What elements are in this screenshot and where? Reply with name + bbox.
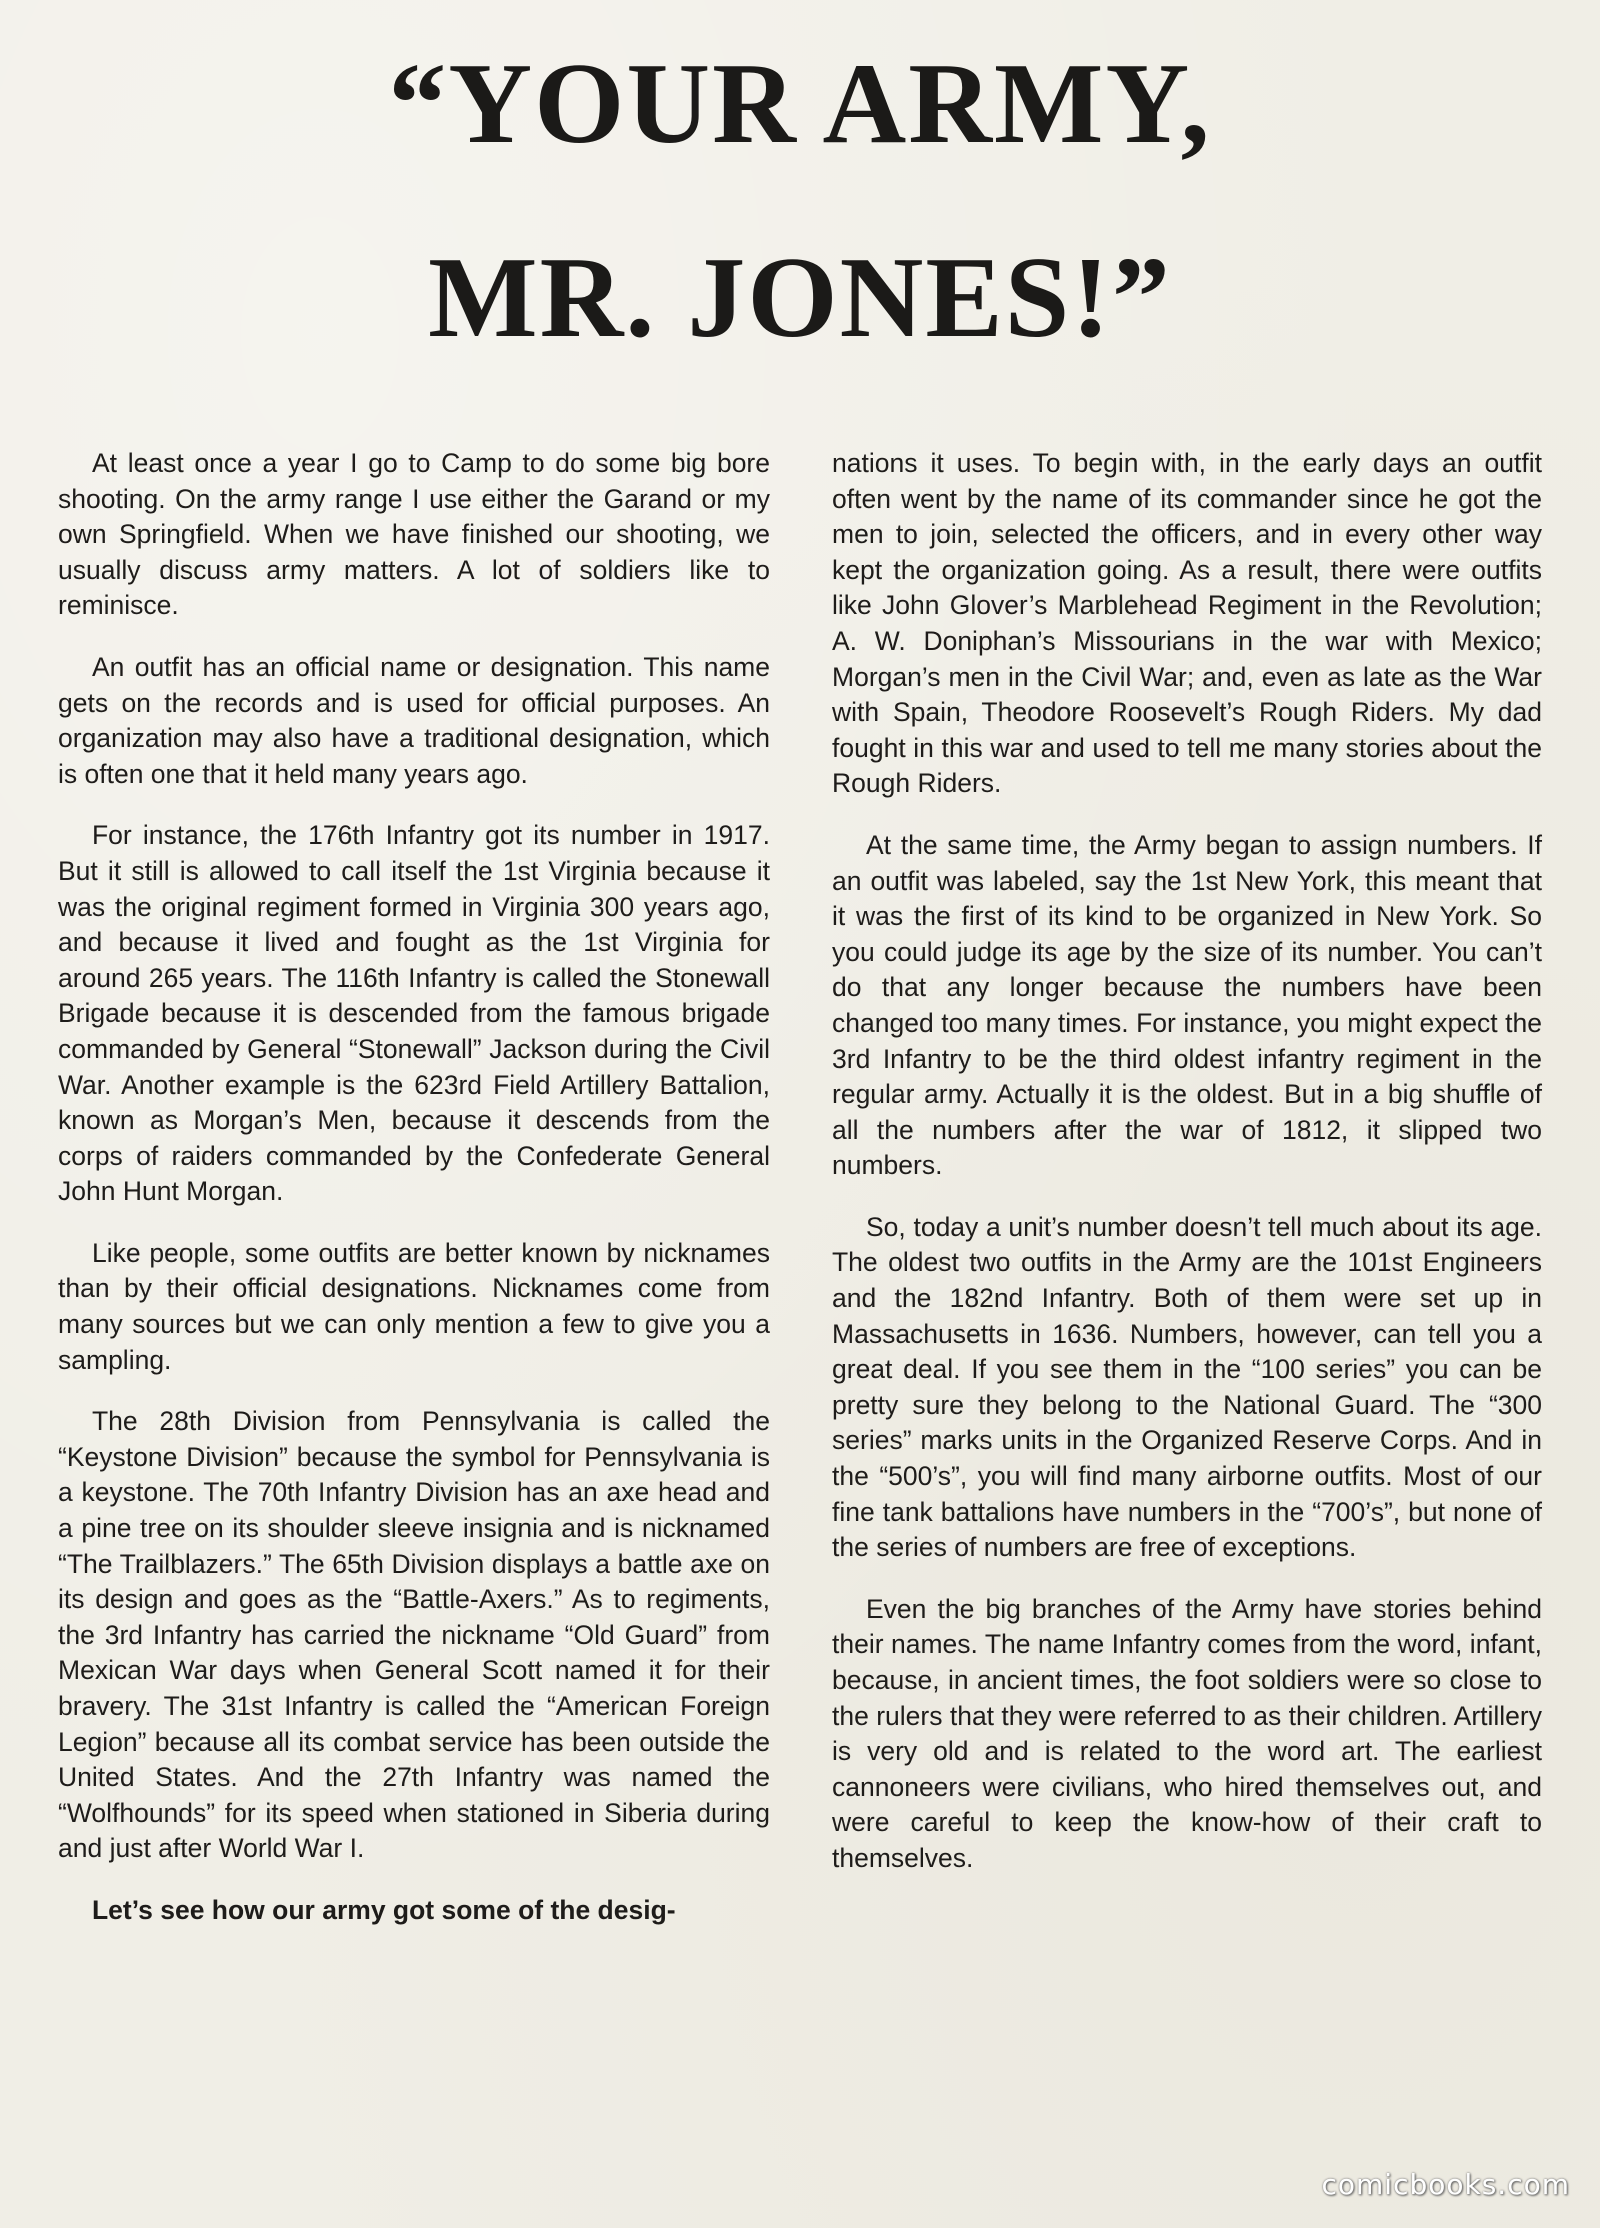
site-watermark: comicbooks.com <box>1321 2168 1570 2201</box>
headline-line-1: “YOUR ARMY, <box>388 40 1212 168</box>
right-paragraph-2: At the same time, the Army began to assign numbers. If an outfit was labeled, say the 1st New York, this meant that it was the first of its kind to be organized in New York. So you could judge its age by the size of its number. You can’t do that any longer because the numbers have been changed too many times. For instance, you might expect the 3rd Infantry to be the third oldest infantry regiment in the regular army. Actually it is the oldest. But in a big shuffle of all the numbers after the war of 1812, it slipped two numbers. <box>832 829 1542 1181</box>
right-text-column <box>832 446 1542 1903</box>
right-paragraph-4: Even the big branches of the Army have stories behind their names. The name Infantry comes from the word, infant, because, in ancient times, the foot soldiers were so close to the rulers that they were referred to as their children. Artillery is very old and is related to the word art. The earliest cannoneers were civilians, who hired themselves out, and were careful to keep the know-how of their craft to themselves. <box>832 1593 1542 1873</box>
left-paragraph-5: The 28th Division from Pennsylvania is called the “Keystone Division” because the symbol for Pennsylvania is a keystone. The 70th Infantry Division has an axe head and a pine tree on its shoulder sleeve insignia and is nicknamed “The Trailblazers.” The 65th Division displays a battle axe on its design and goes as the “Battle-Axers.” As to regiments, the 3rd Infantry has carried the nickname “Old Guard” from Mexican War days when General Scott named it for their bravery. The 31st Infantry is called the “American Foreign Legion” because all its combat service has been outside the United States. And the 27th Infantry was named the “Wolfhounds” for its speed when stationed in Siberia during and just after World War I. <box>58 1406 770 1864</box>
right-paragraph-1: nations it uses. To begin with, in the early days an outfit often went by the name of its commander since he got the men to join, selected the officers, and in every other way kept the organization going. As a result, there were outfits like John Glover’s Marblehead Regiment in the Revolution; A. W. Doniphan’s Missourians in the war with Mexico; Morgan’s men in the Civil War; and, even as late as the War with Spain, Theodore Roosevelt’s Rough Riders. My dad fought in this war and used to tell me many stories about the Rough Riders. <box>832 448 1542 799</box>
left-paragraph-2: An outfit has an official name or designation. This name gets on the records and is used for official purposes. An organization may also have a traditional designation, which is often one that it held many years ago. <box>58 651 770 789</box>
left-paragraph-6: Let’s see how our army got some of the desig- <box>92 1894 676 1925</box>
left-paragraph-1: At least once a year I go to Camp to do some big bore shooting. On the army range I use either the Garand or my own Springfield. When we have finished our shooting, we usually discuss army matters. A lot of soldiers like to reminisce. <box>58 448 770 621</box>
headline-line-2: MR. JONES!” <box>428 234 1172 362</box>
left-text-column <box>58 446 770 1955</box>
right-paragraph-3: So, today a unit’s number doesn’t tell much about its age. The oldest two outfits in the Army are the 101st Engineers and the 182nd Infantry. Both of them were set up in Massachusetts in 1636. Numbers, however, can tell you a great deal. If you see them in the “100 series” you can be pretty sure they belong to the National Guard. The “300 series” marks units in the Organized Reserve Corps. And in the “500’s”, you will find many airborne outfits. Most of our fine tank battalions have numbers in the “700’s”, but none of the series of numbers are free of exceptions. <box>832 1211 1542 1563</box>
left-paragraph-3: For instance, the 176th Infantry got its number in 1917. But it still is allowed to call itself the 1st Virginia because it was the original regiment formed in Virginia 300 years ago, and because it lived and fought as the 1st Virginia for around 265 years. The 116th Infantry is called the Stonewall Brigade because it is descended from the famous brigade commanded by General “Stonewall” Jackson during the Civil War. Another example is the 623rd Field Artillery Battalion, known as Morgan’s Men, because it descends from the corps of raiders commanded by the Confederate General John Hunt Morgan. <box>58 820 770 1207</box>
left-paragraph-4: Like people, some outfits are better known by nicknames than by their official designations. Nicknames come from many sources but we can only mention a few to give you a sampling. <box>58 1237 770 1375</box>
